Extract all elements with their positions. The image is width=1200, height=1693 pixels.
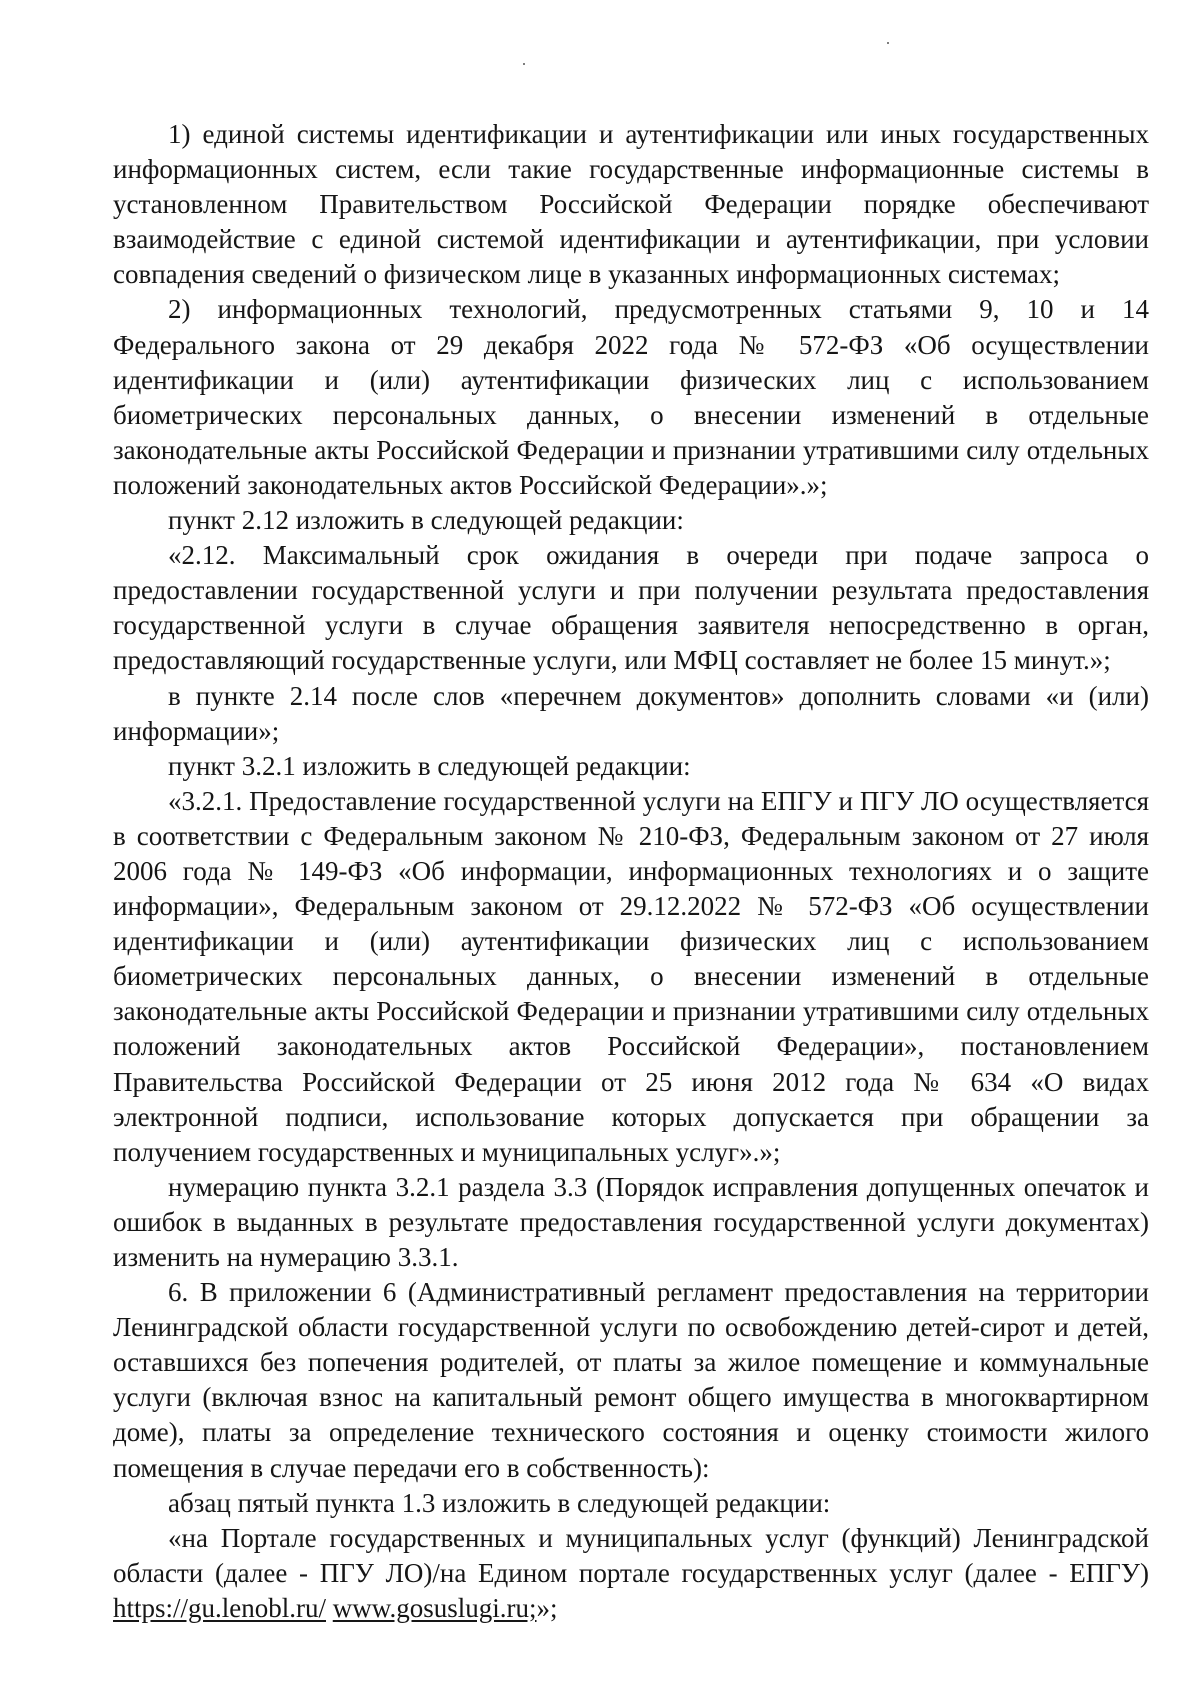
document-body <box>113 117 1149 1626</box>
lenobl-portal-link[interactable]: https://gu.lenobl.ru/ <box>113 1592 326 1623</box>
paragraph-portal-text <box>113 1521 1149 1626</box>
paragraph-2-12-text: «2.12. Максимальный срок ожидания в очереди при подаче запроса о предоставлении государственной услуги и при получении результата предоставления государственной услуги в случае обращения заявителя непосредственно в орган, предоставляющий государственные услуги, или МФЦ составляет не более 15 минут.»; <box>113 540 1149 676</box>
paragraph-instruction-2-12: пункт 2.12 изложить в следующей редакции: <box>168 505 684 536</box>
paragraph-appendix-6: 6. В приложении 6 (Административный регламент предоставления на территории Ленинградской области государственной услуги по освобождению детей-сирот и детей, оставшихся без попечения родителей, от платы за жилое помещение и коммунальные услуги (включая взнос на капитальный ремонт общего имущества в многоквартирном доме), платы за определение технического состояния и оценку стоимости жилого помещения в случае передачи его в собственность): <box>113 1277 1149 1483</box>
paragraph-instruction-3-2-1: пункт 3.2.1 изложить в следующей редакции: <box>168 750 691 781</box>
paragraph-3-2-1-text: «3.2.1. Предоставление государственной услуги на ЕПГУ и ПГУ ЛО осуществляется в соответствии с Федеральным законом № 210-ФЗ, Федеральным законом от 27 июля 2006 года № 149-ФЗ «Об информации, информационных технологиях и о защите информации», Федеральным законом от 29.12.2022 № 572-ФЗ «Об осуществлении идентификации и (или) аутентификации физических лиц с использованием биометрических персональных данных, о внесении изменений в отдельные законодательные акты Российской Федерации и признании утратившими силу отдельных положений законодательных актов Российской Федерации», постановлением Правительства Российской Федерации от 25 июня 2012 года № 634 «О видах электронной подписи, использование которых допускается при обращении за получением государственных и муниципальных услуг».»; <box>113 785 1149 1167</box>
paragraph-instruction-2-14: в пункте 2.14 после слов «перечнем документов» дополнить словами «и (или) информации»; <box>113 680 1149 746</box>
paragraph-renumbering: нумерацию пункта 3.2.1 раздела 3.3 (Порядок исправления допущенных опечаток и ошибок в выданных в результате предоставления государственной услуги документах) изменить на нумерацию 3.3.1. <box>113 1171 1149 1272</box>
portal-text: «на Портале государственных и муниципальных услуг (функций) Ленинградской области (далее - ПГУ ЛО)/на Едином портале государственных услуг (далее - ЕПГУ) <box>113 1522 1149 1588</box>
paragraph-item-2: 2) информационных технологий, предусмотренных статьями 9, 10 и 14 Федерального закона от 29 декабря 2022 года № 572-ФЗ «Об осуществлении идентификации и (или) аутентификации физических лиц с использованием биометрических персональных данных, о внесении изменений в отдельные законодательные акты Российской Федерации и признании утратившими силу отдельных положений законодательных актов Российской Федерации».»; <box>113 294 1149 500</box>
portal-text-tail: »; <box>536 1592 558 1623</box>
gosuslugi-link[interactable]: www.gosuslugi.ru; <box>332 1592 537 1623</box>
paragraph-instruction-1-3: абзац пятый пункта 1.3 изложить в следующей редакции: <box>168 1487 831 1518</box>
scan-speck <box>887 42 889 44</box>
scan-speck <box>523 63 525 65</box>
link-separator <box>326 1593 333 1623</box>
paragraph-item-1: 1) единой системы идентификации и аутентификации или иных государственных информационных систем, если такие государственные информационные системы в установленном Правительством Российской Федерации порядке обеспечивают взаимодействие с единой системой идентификации и аутентификации, при условии совпадения сведений о физическом лице в указанных информационных системах; <box>113 119 1149 290</box>
